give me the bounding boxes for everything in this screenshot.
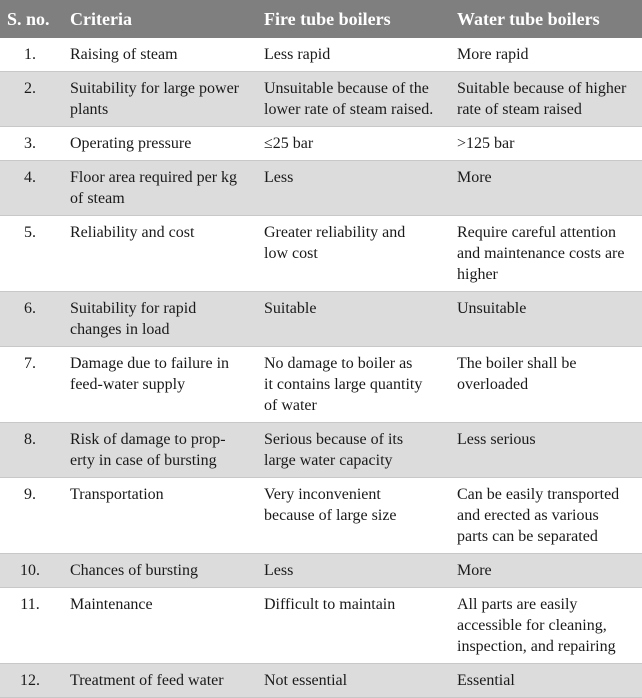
row-water-tube bbox=[447, 161, 642, 216]
row-sno: 1. bbox=[24, 46, 36, 63]
cell-line: Not essential bbox=[264, 672, 348, 689]
cell-line: Very inconvenient bbox=[264, 486, 381, 503]
row-sno: 11. bbox=[20, 596, 40, 613]
header-row bbox=[0, 0, 642, 38]
cell-line: Reliability and cost bbox=[70, 224, 195, 241]
cell-line: Less bbox=[264, 169, 294, 186]
table-row bbox=[0, 347, 642, 423]
cell-line: Serious because of its bbox=[264, 431, 404, 448]
table-row bbox=[0, 588, 642, 664]
cell-line: Risk of damage to prop- bbox=[70, 431, 226, 448]
row-fire-tube bbox=[254, 161, 447, 216]
cell-line: All parts are easily bbox=[457, 596, 578, 613]
table-row bbox=[0, 38, 642, 72]
row-sno: 7. bbox=[24, 355, 36, 372]
table-row bbox=[0, 161, 642, 216]
cell-line: >125 bar bbox=[457, 135, 515, 152]
cell-line: Unsuitable bbox=[457, 300, 527, 317]
table-row bbox=[0, 554, 642, 588]
cell-line: rate of steam raised bbox=[457, 101, 582, 118]
header-sno: S. no. bbox=[7, 8, 50, 29]
row-sno: 8. bbox=[24, 431, 36, 448]
cell-line: because of large size bbox=[264, 507, 397, 524]
row-criteria bbox=[60, 127, 254, 161]
row-water-tube bbox=[447, 478, 642, 554]
row-water-tube bbox=[447, 423, 642, 478]
row-water-tube bbox=[447, 72, 642, 127]
cell-line: and maintenance costs are bbox=[457, 245, 625, 262]
row-water-tube bbox=[447, 216, 642, 292]
cell-line: Essential bbox=[457, 672, 515, 689]
row-fire-tube bbox=[254, 588, 447, 664]
row-water-tube bbox=[447, 127, 642, 161]
cell-line: inspection, and repairing bbox=[457, 638, 616, 655]
row-criteria bbox=[60, 72, 254, 127]
cell-line: of water bbox=[264, 397, 317, 414]
cell-line: Suitability for rapid bbox=[70, 300, 197, 317]
row-sno: 3. bbox=[24, 135, 36, 152]
row-criteria bbox=[60, 216, 254, 292]
cell-line: of steam bbox=[70, 190, 125, 207]
row-sno: 4. bbox=[24, 169, 36, 186]
row-fire-tube bbox=[254, 216, 447, 292]
table-row bbox=[0, 216, 642, 292]
table-body bbox=[0, 38, 642, 698]
row-criteria bbox=[60, 478, 254, 554]
row-criteria bbox=[60, 423, 254, 478]
cell-line: erty in case of bursting bbox=[70, 452, 217, 469]
row-fire-tube bbox=[254, 423, 447, 478]
cell-line: Suitable bbox=[264, 300, 317, 317]
cell-line: Maintenance bbox=[70, 596, 153, 613]
cell-line: Floor area required per kg bbox=[70, 169, 238, 186]
row-fire-tube bbox=[254, 72, 447, 127]
row-sno: 5. bbox=[24, 224, 36, 241]
row-water-tube bbox=[447, 554, 642, 588]
cell-line: low cost bbox=[264, 245, 318, 262]
row-fire-tube bbox=[254, 127, 447, 161]
cell-line: Greater reliability and bbox=[264, 224, 406, 241]
cell-line: More rapid bbox=[457, 46, 529, 63]
cell-line: parts can be separated bbox=[457, 528, 598, 545]
cell-line: Damage due to failure in bbox=[70, 355, 230, 372]
row-water-tube bbox=[447, 347, 642, 423]
table-row bbox=[0, 292, 642, 347]
cell-line: Transportation bbox=[70, 486, 164, 503]
header-fire-tube: Fire tube boilers bbox=[264, 8, 391, 29]
header-water-tube: Water tube boilers bbox=[457, 8, 600, 29]
table-row bbox=[0, 664, 642, 698]
cell-line: overloaded bbox=[457, 376, 529, 393]
row-criteria bbox=[60, 38, 254, 72]
table-row bbox=[0, 423, 642, 478]
row-water-tube bbox=[447, 38, 642, 72]
cell-line: Treatment of feed water bbox=[70, 672, 224, 689]
row-fire-tube bbox=[254, 292, 447, 347]
row-sno: 2. bbox=[24, 80, 36, 97]
table-row bbox=[0, 478, 642, 554]
cell-line: Less bbox=[264, 562, 294, 579]
cell-line: Require careful attention bbox=[457, 224, 617, 241]
cell-line: Operating pressure bbox=[70, 135, 192, 152]
cell-line: The boiler shall be bbox=[457, 355, 577, 372]
row-fire-tube bbox=[254, 664, 447, 698]
cell-line: plants bbox=[70, 101, 109, 118]
row-sno: 9. bbox=[24, 486, 36, 503]
cell-line: More bbox=[457, 562, 492, 579]
row-criteria bbox=[60, 664, 254, 698]
cell-line: More bbox=[457, 169, 492, 186]
row-fire-tube bbox=[254, 38, 447, 72]
cell-line: Can be easily transported bbox=[457, 486, 620, 503]
header-criteria: Criteria bbox=[70, 8, 132, 29]
cell-line: feed-water supply bbox=[70, 376, 186, 393]
cell-line: Raising of steam bbox=[70, 46, 178, 63]
cell-line: lower rate of steam raised. bbox=[264, 101, 434, 118]
row-fire-tube bbox=[254, 554, 447, 588]
cell-line: Chances of bursting bbox=[70, 562, 198, 579]
row-criteria bbox=[60, 588, 254, 664]
row-criteria bbox=[60, 347, 254, 423]
cell-line: Unsuitable because of the bbox=[264, 80, 429, 97]
row-fire-tube bbox=[254, 478, 447, 554]
cell-line: Suitable because of higher bbox=[457, 80, 627, 97]
cell-line: large water capacity bbox=[264, 452, 393, 469]
cell-line: it contains large quantity bbox=[264, 376, 423, 393]
table-header bbox=[0, 0, 642, 38]
cell-line: No damage to boiler as bbox=[264, 355, 413, 372]
row-water-tube bbox=[447, 664, 642, 698]
table-row bbox=[0, 127, 642, 161]
cell-line: Less rapid bbox=[264, 46, 331, 63]
cell-line: ≤25 bar bbox=[264, 135, 314, 152]
cell-line: Difficult to maintain bbox=[264, 596, 396, 613]
cell-line: accessible for cleaning, bbox=[457, 617, 607, 634]
row-water-tube bbox=[447, 588, 642, 664]
row-criteria bbox=[60, 554, 254, 588]
cell-line: Less serious bbox=[457, 431, 536, 448]
row-fire-tube bbox=[254, 347, 447, 423]
row-sno: 6. bbox=[24, 300, 36, 317]
row-sno: 12. bbox=[20, 672, 40, 689]
row-sno: 10. bbox=[20, 562, 40, 579]
row-criteria bbox=[60, 161, 254, 216]
row-water-tube bbox=[447, 292, 642, 347]
row-criteria bbox=[60, 292, 254, 347]
table-row bbox=[0, 72, 642, 127]
cell-line: changes in load bbox=[70, 321, 170, 338]
cell-line: and erected as various bbox=[457, 507, 599, 524]
cell-line: Suitability for large power bbox=[70, 80, 239, 97]
cell-line: higher bbox=[457, 266, 498, 283]
